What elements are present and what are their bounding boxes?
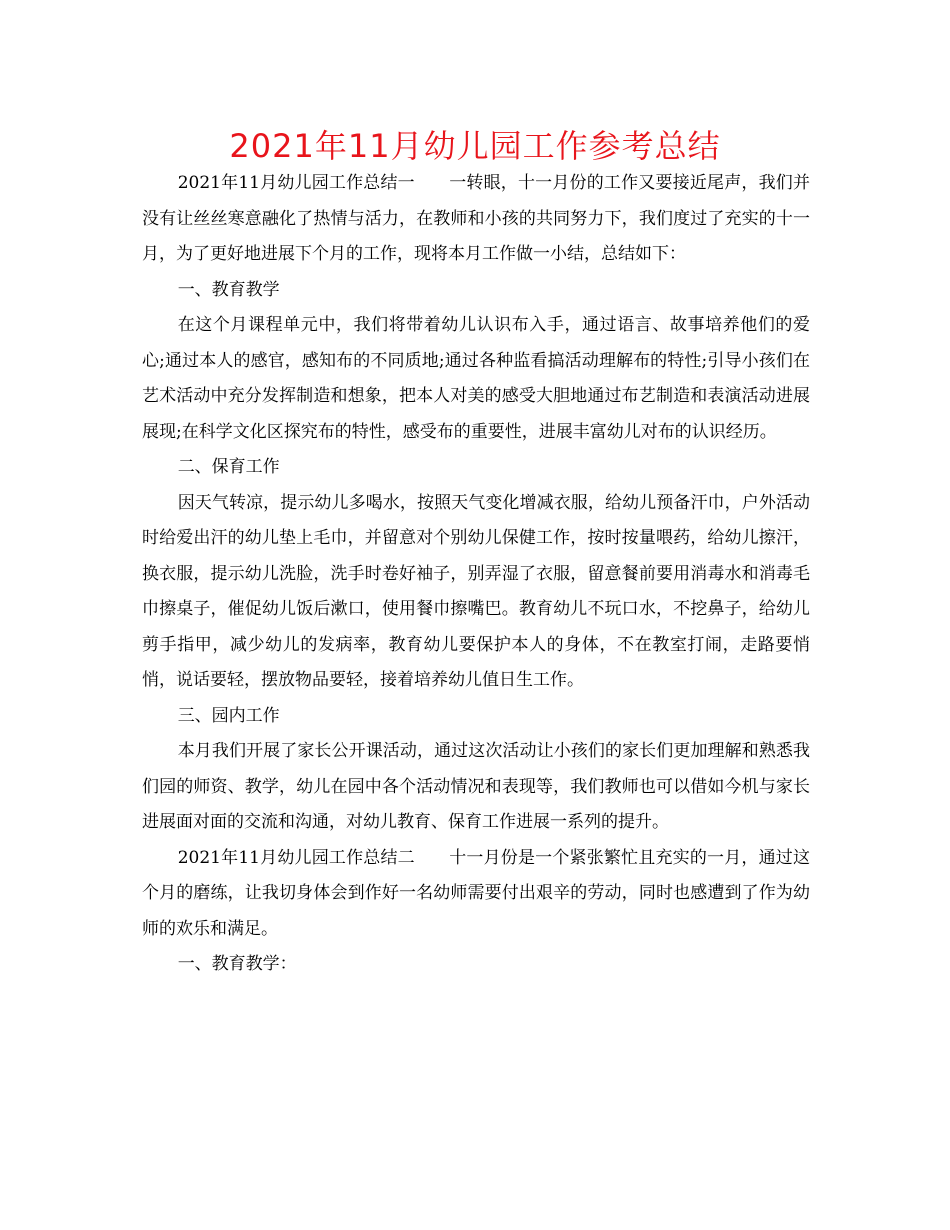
document-body [142,166,810,983]
section-heading-teaching: 一、教育教学 [177,279,280,300]
section-heading-teaching-two: 一、教育教学： [177,954,297,974]
paragraph-care: 因天气转凉，提示幼儿多喝水，按照天气变化增减衣服，给幼儿预备汗巾，户外活动时给爱出汗的幼儿垫上毛巾，并留意对个别幼儿保健工作，按时按量喂药，给幼儿擦汗，换衣服，提示幼儿洗脸，洗手时卷好袖子，别弄湿了衣服，留意餐前要用消毒水和消毒毛巾擦桌子，催促幼儿饭后漱口，使用餐巾擦嘴巴。教育幼儿不玩口水，不挖鼻子，给幼儿剪手指甲，减少幼儿的发病率，教育幼儿要保护本人的身体，不在教室打闹，走路要悄悄，说话要轻，摆放物品要轻，接着培养幼儿值日生工作。 [142,492,810,690]
paragraph-teaching: 在这个月课程单元中，我们将带着幼儿认识布入手，通过语言、故事培养他们的爱心;通过本人的感官，感知布的不同质地;通过各种监看搞活动理解布的特性;引导小孩们在艺术活动中充分发挥制造和想象，把本人对美的感受大胆地通过布艺制造和表演活动进展展现;在科学文化区探究布的特性，感受布的重要性，进展丰富幼儿对布的认识经历。 [142,315,810,442]
paragraph-summary-two-intro: 2021年11月幼儿园工作总结二 十一月份是一个紧张繁忙且充实的一月，通过这个月的磨练，让我切身体会到作好一名幼师需要付出艰辛的劳动，同时也感遭到了作为幼师的欢乐和满足。 [142,847,810,939]
section-heading-kindergarten: 三、园内工作 [177,705,280,726]
section-heading-care: 二、保育工作 [177,457,280,477]
paragraph-summary-one-intro: 2021年11月幼儿园工作总结一 一转眼，十一月份的工作又要接近尾声，我们并没有让丝丝寒意融化了热情与活力，在教师和小孩的共同努力下，我们度过了充实的十一月，为了更好地进展下个月的工作，现将本月工作做一小结，总结如下： [142,173,810,264]
paragraph-kindergarten: 本月我们开展了家长公开课活动，通过这次活动让小孩们的家长们更加理解和熟悉我们园的师资、教学，幼儿在园中各个活动情况和表现等，我们教师也可以借如今机与家长进展面对面的交流和沟通，对幼儿教育、保育工作进展一系列的提升。 [142,741,810,832]
document-title: 2021年11月幼儿园工作参考总结 [229,127,721,165]
